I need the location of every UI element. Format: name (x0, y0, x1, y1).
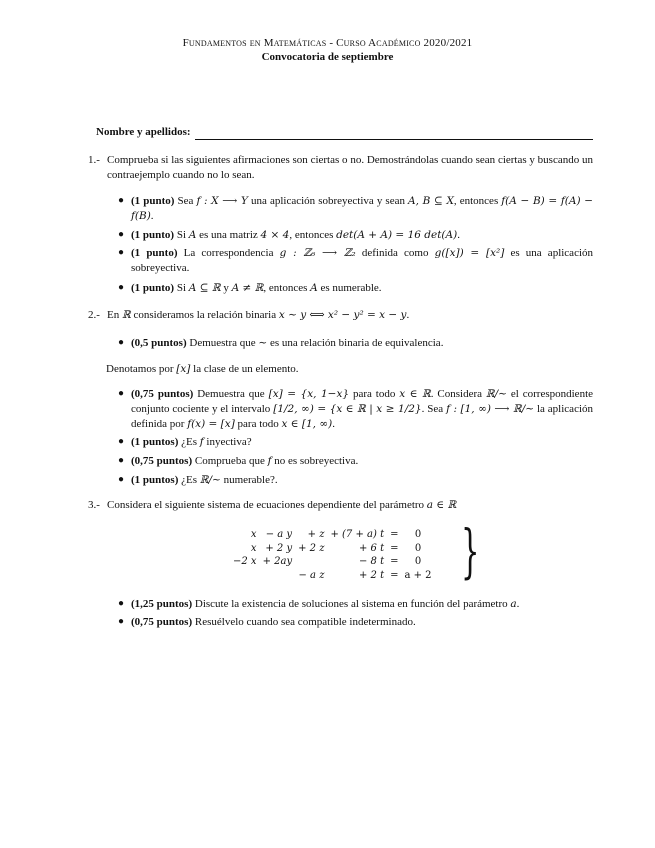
cell: + 2 t (358, 569, 385, 581)
math: A (310, 282, 318, 294)
cell: − a y (265, 529, 293, 540)
math: det(A + A) = 16 det(A) (336, 229, 458, 241)
question-number: 2.- (88, 309, 100, 321)
text: la aplicación definida por (131, 402, 594, 430)
math: f(x) = [x] (187, 417, 235, 430)
points: (1 puntos) (131, 474, 179, 486)
points: (0,75 puntos) (131, 455, 193, 467)
equation-system (230, 528, 435, 582)
text: es una aplicación sobreyectiva. (131, 247, 594, 274)
text: ¿Es (178, 436, 200, 448)
text: es una matriz (196, 229, 261, 241)
cell: = (390, 542, 399, 554)
question-number: 1.- (88, 154, 100, 166)
points: (0,75 puntos) (131, 388, 194, 400)
bullet-icon: ● (118, 195, 125, 206)
q3-item-2 (118, 615, 593, 630)
math: g([x]) = [x²] (434, 247, 505, 259)
name-label: Nombre y apellidos: (96, 126, 191, 138)
points: (1 puntos) (131, 436, 179, 448)
cell: a + 2 (404, 569, 432, 581)
cell: + 2 y (265, 542, 293, 554)
math: ℝ/∼ (485, 388, 507, 400)
question-text (107, 498, 593, 513)
math: [x] = {x, 1−x} (268, 388, 350, 400)
math: a (510, 598, 517, 610)
cell: = (390, 569, 399, 581)
bullet-icon: ● (118, 598, 125, 609)
q1-item-2 (118, 228, 593, 243)
math: g : ℤ₆ ⟶ ℤ₂ (279, 247, 356, 259)
cell: = (390, 556, 399, 567)
text: numerable?. (220, 474, 278, 486)
exam-title: Fundamentos en Matemáticas - Curso Académico 2020/2021 (182, 37, 473, 49)
math: x ∈ ℝ (399, 388, 431, 400)
q3-item-1 (118, 597, 593, 612)
text: . (332, 417, 335, 430)
text: . Considera (430, 388, 486, 400)
math: x ∼ y ⟺ x² − y² = x − y (278, 309, 407, 321)
equation-row (230, 542, 435, 556)
text: Discute la existencia de soluciones al sistema en función del parámetro (192, 598, 511, 610)
text: para todo (349, 388, 400, 400)
text: Considera el siguiente sistema de ecuaciones dependiente del parámetro (107, 499, 427, 511)
question-2 (88, 308, 593, 323)
question-text: Comprueba si las siguientes afirmaciones son ciertas o no. Demostrándolas cuando sean ciertas y buscando un contraejemplo cuando no lo sean. (107, 154, 593, 181)
points: (0,75 puntos) (131, 616, 193, 628)
cell (260, 569, 296, 583)
cell: 0 (414, 529, 422, 540)
text: inyectiva? (203, 436, 252, 448)
math: [x] (176, 363, 191, 375)
math: f(A − B) = f(A) − f(B) (131, 195, 593, 222)
bullet-icon: ● (118, 436, 125, 447)
text: para todo (234, 417, 282, 430)
bullet-icon: ● (118, 247, 125, 258)
text: . (516, 598, 520, 610)
text: definida como (355, 247, 435, 259)
cell: + (7 + a) t (330, 529, 385, 540)
text: es una relación binaria de equivalencia. (267, 337, 444, 349)
text: el correspondiente conjunto cociente y el intervalo (131, 388, 594, 415)
text: la clase de un elemento. (190, 363, 299, 375)
text: Si (174, 229, 189, 241)
text: La correspondencia (177, 247, 280, 259)
math: A ≠ ℝ (231, 282, 264, 294)
math: ℝ (121, 309, 131, 321)
cell: − a z (298, 569, 325, 581)
q2-item-2 (118, 387, 593, 432)
cell: + 2ay (262, 556, 293, 567)
text: Sea (174, 195, 197, 207)
text: ¿Es (178, 474, 200, 486)
name-field (96, 125, 593, 140)
cell (230, 569, 260, 583)
math: ∼ (258, 337, 268, 349)
bullet-icon: ● (118, 337, 125, 348)
text: Comprueba que (192, 455, 268, 467)
math: f : [1, ∞) ⟶ ℝ/∼ (446, 402, 535, 415)
math: ℝ/∼ (199, 474, 221, 486)
question-3 (88, 498, 593, 513)
q2-item-3 (118, 435, 593, 450)
q1-item-1 (118, 194, 593, 224)
cell: x (250, 529, 257, 540)
math: a ∈ ℝ (426, 499, 457, 511)
text: . (406, 309, 410, 321)
bullet-icon: ● (118, 455, 125, 466)
question-text (107, 308, 593, 323)
points: (0,5 puntos) (131, 337, 187, 349)
cell (295, 555, 327, 569)
math: x ∈ [1, ∞) (281, 417, 333, 430)
cell: 0 (414, 542, 422, 554)
cell: −2 x (233, 556, 257, 567)
cell: − 8 t (358, 556, 385, 567)
text: En (107, 309, 122, 321)
text: consideramos la relación binaria (130, 309, 279, 321)
text: Resuélvelo cuando sea compatible indeterminado. (192, 616, 416, 628)
points: (1 punto) (131, 195, 175, 207)
q2-item-4 (118, 454, 593, 469)
math: f (267, 455, 272, 467)
cell: 0 (414, 556, 422, 567)
text: Denotamos por (106, 363, 177, 375)
text: , entonces (263, 282, 311, 294)
points: (1 punto) (131, 282, 175, 294)
cell: + 2 z (298, 542, 325, 554)
text: Demuestra que (193, 388, 269, 400)
equation-row (230, 569, 435, 583)
exam-subtitle: Convocatoria de septiembre (261, 51, 394, 63)
text: , entonces (289, 229, 337, 241)
math: A, B ⊆ X (408, 195, 454, 207)
points: (1,25 puntos) (131, 598, 193, 610)
bullet-icon: ● (118, 388, 125, 399)
text: . Sea (421, 402, 447, 415)
math: f : X ⟶ Y (196, 195, 248, 207)
cell: + 6 t (358, 542, 385, 554)
text: una aplicación sobreyectiva y sean (247, 195, 409, 207)
q1-item-4 (118, 281, 593, 296)
equation-row (230, 555, 435, 569)
cell: x (250, 542, 257, 554)
q2-item-1 (118, 336, 593, 351)
bullet-icon: ● (118, 616, 125, 627)
text: . (150, 209, 154, 222)
bullet-icon: ● (118, 282, 125, 293)
name-line (195, 128, 593, 140)
math: f (199, 436, 204, 448)
text: Demuestra que (186, 337, 259, 349)
text: , entonces (453, 195, 502, 207)
equation-row (230, 528, 435, 542)
points: (1 punto) (131, 229, 175, 241)
question-1 (88, 153, 593, 183)
math: 4 × 4 (260, 229, 290, 241)
q1-item-3 (118, 246, 593, 276)
text: Si (174, 282, 189, 294)
text: y (220, 282, 232, 294)
text: es numerable. (317, 282, 382, 294)
question-number: 3.- (88, 499, 100, 511)
bullet-icon: ● (118, 474, 125, 485)
right-brace-icon: } (461, 517, 480, 585)
text: . (457, 229, 460, 241)
cell: = (390, 529, 399, 540)
bullet-icon: ● (118, 229, 125, 240)
points: (1 punto) (131, 247, 178, 259)
math: A ⊆ ℝ (188, 282, 221, 294)
q2-item-5 (118, 473, 593, 488)
math: A (188, 229, 197, 241)
paragraph (106, 362, 593, 377)
math: [1/2, ∞) = {x ∈ ℝ | x ≥ 1/2} (273, 402, 422, 415)
equation-table (230, 528, 435, 582)
cell: + z (307, 529, 325, 540)
text: no es sobreyectiva. (271, 455, 359, 467)
